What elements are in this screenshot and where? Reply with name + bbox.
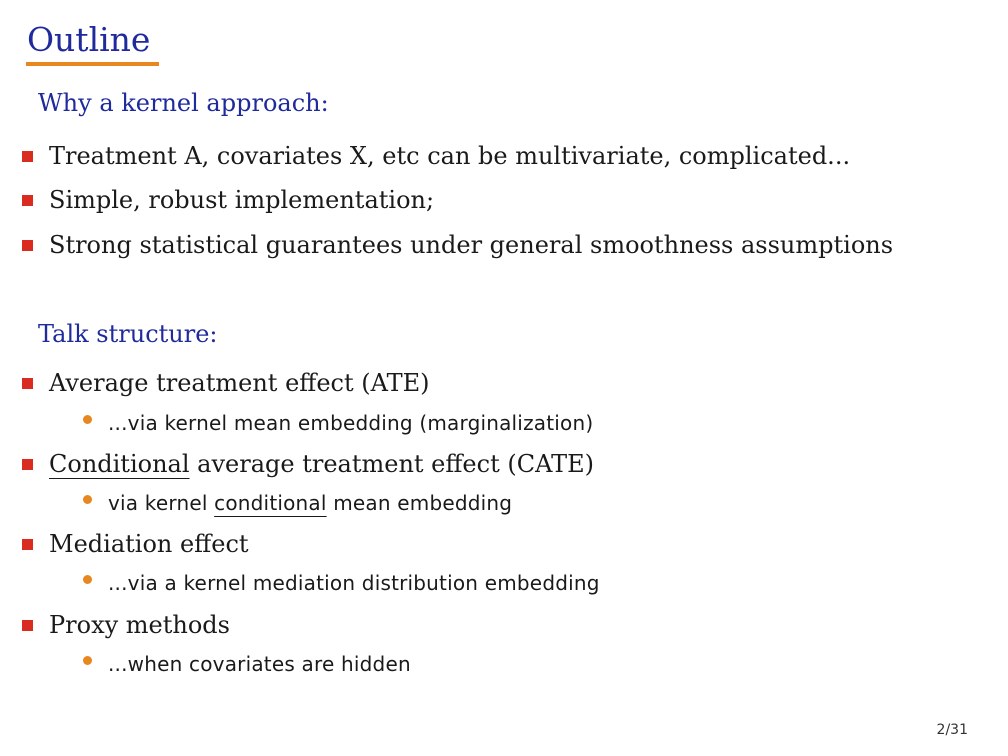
talk-subitem-text: ...when covariates are hidden: [108, 652, 411, 676]
bullet-square-icon: [22, 620, 33, 631]
why-bullet: [22, 141, 850, 171]
talk-item-text: Mediation effect: [49, 530, 249, 558]
why-bullet-text: Treatment A, covariates X, etc can be multivariate, complicated...: [49, 142, 851, 170]
slide-title: Outline: [27, 20, 151, 59]
underlined-word: conditional: [214, 491, 327, 515]
title-underline: [26, 62, 159, 66]
talk-subitem-text: ...via a kernel mediation distribution embedding: [108, 571, 600, 595]
sub-rest: mean embedding: [326, 491, 513, 515]
talk-item: [22, 529, 249, 559]
talk-subitem-text: [108, 493, 512, 513]
bullet-square-icon: [22, 151, 33, 162]
talk-item-text: Proxy methods: [49, 611, 230, 639]
why-bullet: [22, 185, 434, 215]
talk-heading: Talk structure:: [38, 320, 218, 348]
why-bullet: [22, 230, 893, 260]
bullet-square-icon: [22, 195, 33, 206]
sub-prefix: via kernel: [108, 491, 215, 515]
bullet-square-icon: [22, 378, 33, 389]
sub-bullet-dot-icon: [83, 656, 92, 665]
talk-subitem: [83, 570, 600, 596]
talk-subitem: [83, 410, 593, 436]
why-bullet-text: Simple, robust implementation;: [49, 186, 435, 214]
talk-subitem: [83, 651, 411, 677]
sub-bullet-dot-icon: [83, 495, 92, 504]
talk-subitem: [83, 490, 512, 516]
bullet-square-icon: [22, 459, 33, 470]
talk-item-text: Average treatment effect (ATE): [49, 369, 430, 397]
page-number: 2/31: [936, 722, 968, 738]
talk-item-text-rest: average treatment effect (CATE): [189, 450, 594, 478]
underlined-word: Conditional: [49, 450, 190, 478]
bullet-square-icon: [22, 240, 33, 251]
bullet-square-icon: [22, 539, 33, 550]
talk-subitem-text: ...via kernel mean embedding (marginalization): [108, 411, 594, 435]
talk-item: [22, 368, 430, 398]
talk-item-text: [49, 452, 594, 476]
talk-item: [22, 449, 594, 479]
why-heading: Why a kernel approach:: [38, 89, 329, 117]
talk-item: [22, 610, 230, 640]
why-bullet-text: Strong statistical guarantees under general smoothness assumptions: [49, 231, 894, 259]
sub-bullet-dot-icon: [83, 415, 92, 424]
sub-bullet-dot-icon: [83, 575, 92, 584]
